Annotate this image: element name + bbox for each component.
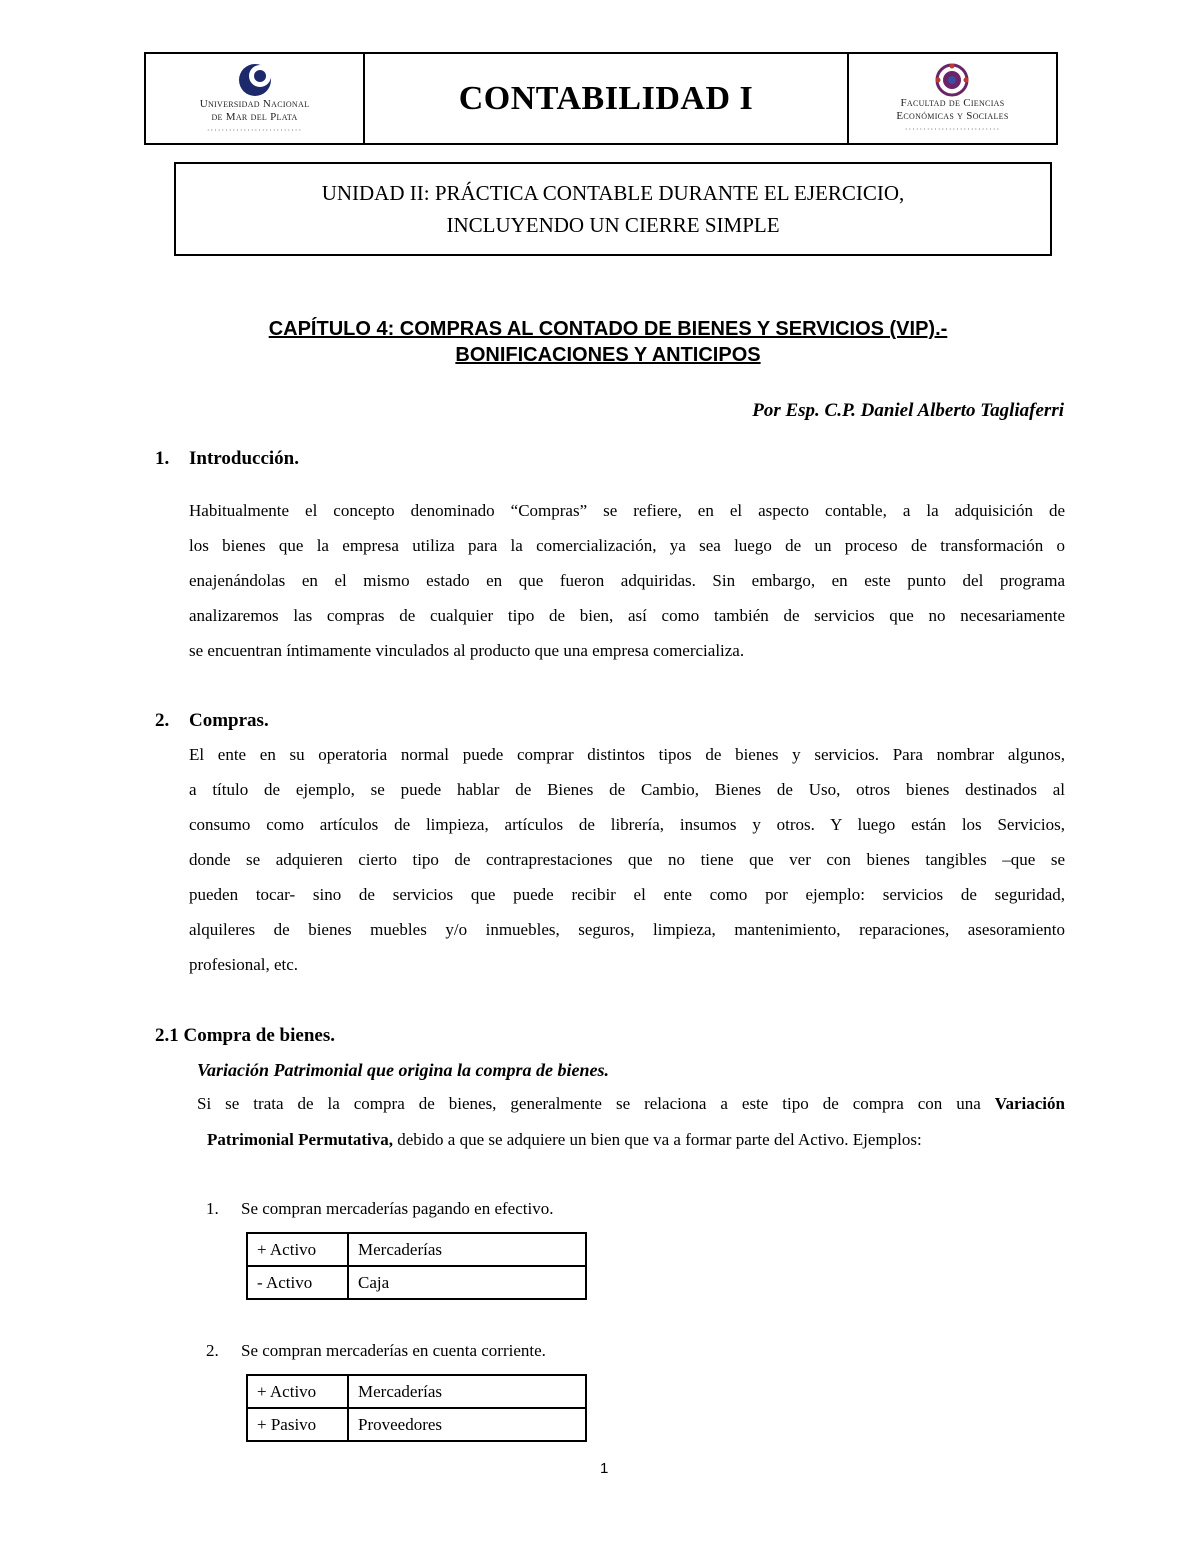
example-2-entry-table [246, 1374, 587, 1442]
bold-term: Patrimonial Permutativa, [207, 1130, 394, 1149]
section-2-1-heading: 2.1 Compra de bienes. [155, 1025, 335, 1046]
faculty-seal-icon [933, 63, 971, 97]
section-2-1-text-line1 [197, 1094, 1065, 1114]
paragraph-line: se encuentran íntimamente vinculados al producto que una empresa comercializa. [189, 641, 745, 660]
text-span: Si se trata de la compra de bienes, generalmente se relaciona a este tipo de compra con una [197, 1094, 981, 1113]
section-1-paragraph [189, 493, 1065, 668]
logo-divider: ·························· [206, 126, 303, 135]
section-2-paragraph [189, 737, 1065, 982]
course-title-cell [365, 54, 849, 143]
example-number: 1. [206, 1199, 219, 1218]
paragraph-line: consumo como artículos de limpieza, artículos de librería, insumos y otros. Y luego están los Servicios, [189, 815, 1065, 834]
section-2-1-text-line2 [207, 1130, 922, 1150]
paragraph-line: los bienes que la empresa utiliza para la comercialización, ya sea luego de un proceso de transformación o [189, 536, 1065, 555]
author-line: Por Esp. C.P. Daniel Alberto Tagliaferri [752, 400, 1064, 421]
paragraph-line: a título de ejemplo, se puede hablar de Bienes de Cambio, Bienes de Uso, otros bienes destinados al [189, 780, 1065, 799]
faculty-name-line1: Facultad de Ciencias [900, 97, 1005, 109]
table-row [247, 1408, 586, 1441]
course-title: CONTABILIDAD I [458, 79, 754, 117]
section-number: 2. [155, 710, 170, 731]
bold-term: Variación [994, 1094, 1065, 1113]
table-row [247, 1266, 586, 1299]
chapter-title [150, 316, 1066, 368]
unit-title-box [174, 162, 1052, 256]
section-title: Introducción. [189, 448, 299, 469]
university-name-line2: de Mar del Plata [211, 111, 298, 123]
example-text: Se compran mercaderías en cuenta corriente. [241, 1341, 546, 1360]
paragraph-line: pueden tocar- sino de servicios que puede recibir el ente como por ejemplo: servicios de seguridad, [189, 885, 1065, 904]
unit-title-line1: UNIDAD II: PRÁCTICA CONTABLE DURANTE EL EJERCICIO, [321, 181, 905, 205]
table-row [247, 1375, 586, 1408]
account-cell: Mercaderías [348, 1375, 586, 1408]
paragraph-line: El ente en su operatoria normal puede comprar distintos tipos de bienes y servicios. Para nombrar algunos, [189, 745, 1065, 764]
section-1-heading [155, 448, 299, 470]
table-row [247, 1233, 586, 1266]
account-cell: Mercaderías [348, 1233, 586, 1266]
example-number: 2. [206, 1341, 219, 1360]
paragraph-line: Habitualmente el concepto denominado “Compras” se refiere, en el aspecto contable, a la adquisición de [189, 501, 1065, 520]
document-header [144, 52, 1058, 145]
faculty-logo-cell [849, 54, 1056, 143]
account-cell: Caja [348, 1266, 586, 1299]
variation-type-cell: - Activo [247, 1266, 348, 1299]
variation-type-cell: + Pasivo [247, 1408, 348, 1441]
account-cell: Proveedores [348, 1408, 586, 1441]
section-number: 1. [155, 448, 170, 469]
faculty-logo [896, 63, 1008, 134]
faculty-name-line2: Económicas y Sociales [896, 110, 1009, 122]
variation-type-cell: + Activo [247, 1233, 348, 1266]
logo-divider: ·························· [904, 125, 1001, 134]
text-span: debido a que se adquiere un bien que va a formar parte del Activo. Ejemplos: [397, 1130, 922, 1149]
university-logo-cell [146, 54, 365, 143]
paragraph-line: profesional, etc. [189, 955, 299, 974]
section-2-1-subtitle: Variación Patrimonial que origina la compra de bienes. [197, 1060, 610, 1080]
unmdp-logo-icon [235, 62, 275, 98]
paragraph-line: analizaremos las compras de cualquier tipo de bien, así como también de servicios que no necesariamente [189, 606, 1065, 625]
section-2-heading [155, 710, 269, 732]
university-logo [200, 62, 310, 135]
university-name-line1: Universidad Nacional [199, 98, 310, 110]
paragraph-line: alquileres de bienes muebles y/o inmuebles, seguros, limpieza, mantenimiento, reparaciones, asesoramiento [189, 920, 1065, 939]
chapter-title-line2: BONIFICACIONES Y ANTICIPOS [455, 344, 761, 366]
section-title: Compras. [189, 710, 269, 731]
chapter-title-line1: CAPÍTULO 4: COMPRAS AL CONTADO DE BIENES Y SERVICIOS (VIP).- [268, 318, 948, 340]
page-number: 1 [600, 1460, 609, 1477]
paragraph-line: enajenándolas en el mismo estado en que fueron adquiridas. Sin embargo, en este punto del programa [189, 571, 1065, 590]
example-text: Se compran mercaderías pagando en efectivo. [241, 1199, 554, 1218]
example-2-item [206, 1341, 546, 1361]
example-1-entry-table [246, 1232, 587, 1300]
example-1-item [206, 1199, 553, 1219]
unit-title-line2: INCLUYENDO UN CIERRE SIMPLE [446, 213, 780, 237]
paragraph-line: donde se adquieren cierto tipo de contraprestaciones que no tiene que ver con bienes tangibles –que se [189, 850, 1065, 869]
variation-type-cell: + Activo [247, 1375, 348, 1408]
